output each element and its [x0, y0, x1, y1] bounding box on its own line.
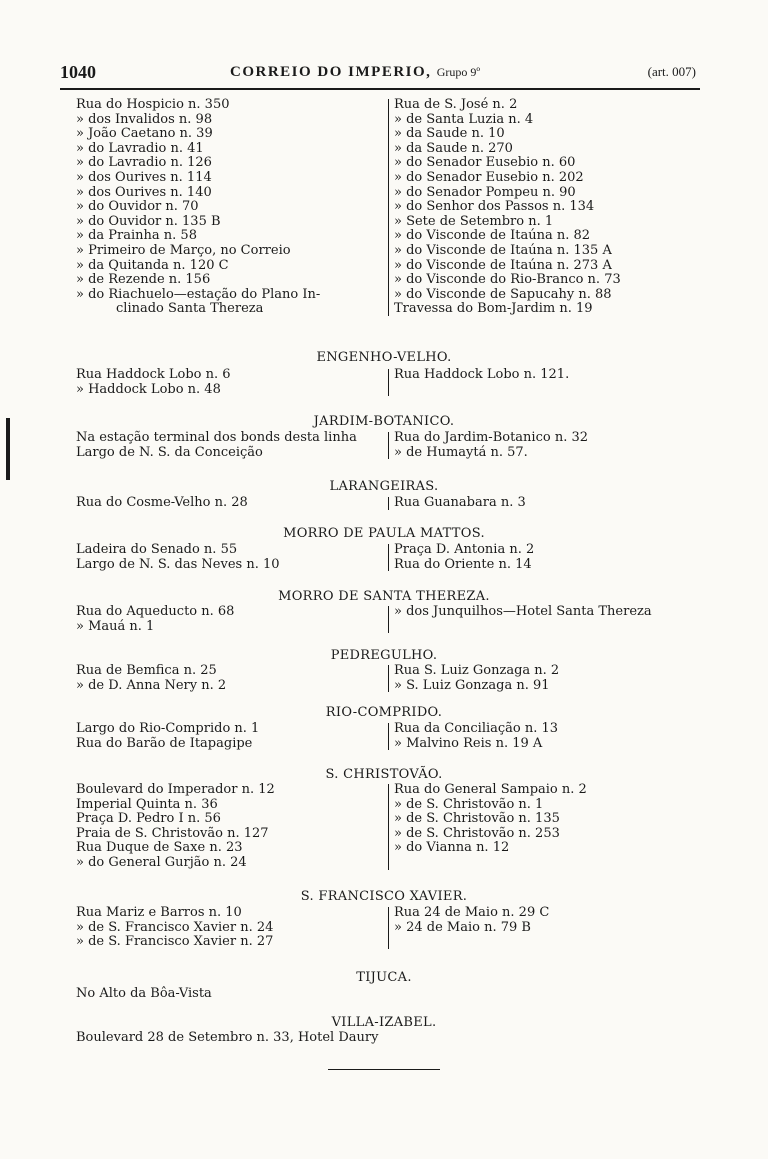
right-column — [394, 664, 559, 693]
column-divider — [388, 544, 389, 571]
left-column — [76, 543, 280, 572]
column-divider — [388, 665, 389, 692]
address-line: Rua do General Sampaio n. 2 — [394, 782, 587, 797]
address-line: Rua de Bemfica n. 25 — [76, 663, 217, 678]
address-line: » de S. Christovão n. 135 — [394, 811, 560, 827]
right-column — [394, 783, 587, 856]
address-line: » de D. Anna Nery n. 2 — [76, 677, 227, 693]
address-line: » de Rezende n. 156 — [76, 272, 211, 288]
page-number: 1040 — [60, 62, 96, 82]
address-line: » da Prainha n. 58 — [76, 228, 197, 244]
left-column — [76, 1031, 378, 1046]
address-line: Rua do Aqueducto n. 68 — [76, 604, 235, 619]
address-line: » dos Junquilhos—Hotel Santa Thereza — [394, 604, 652, 619]
column-divider — [388, 723, 389, 750]
section-heading: TIJUCA. — [356, 970, 412, 985]
right-column — [394, 605, 652, 620]
address-line: » do Visconde de Itaúna n. 273 A — [394, 257, 612, 273]
column-divider — [388, 606, 389, 633]
address-line: » Mauá n. 1 — [76, 618, 155, 634]
address-line: » dos Invalidos n. 98 — [76, 111, 213, 127]
left-column — [76, 605, 234, 634]
address-line: Boulevard do Imperador n. 12 — [76, 782, 275, 797]
right-column — [394, 98, 621, 317]
address-line: » 24 de Maio n. 79 B — [394, 919, 531, 935]
section-heading: RIO-COMPRIDO. — [325, 705, 443, 720]
address-line: Rua Haddock Lobo n. 6 — [76, 367, 231, 382]
right-column — [394, 368, 569, 383]
address-line: Rua Mariz e Barros n. 10 — [76, 905, 242, 920]
address-line: Na estação terminal dos bonds desta linha — [76, 430, 357, 445]
address-line: » do Ouvidor n. 135 B — [76, 213, 221, 229]
address-line: » Sete de Setembro n. 1 — [394, 213, 554, 229]
section-heading: LARANGEIRAS. — [329, 479, 439, 494]
column-divider — [388, 497, 389, 510]
address-line: Boulevard 28 de Setembro n. 33, Hotel Daury — [76, 1030, 379, 1045]
address-line: » do Visconde de Itaúna n. 82 — [394, 228, 591, 244]
address-line: Rua do Cosme-Velho n. 28 — [76, 495, 248, 510]
address-line: Rua do Hospicio n. 350 — [76, 97, 230, 112]
left-column — [76, 664, 226, 693]
address-line: » dos Ourives n. 114 — [76, 169, 212, 185]
address-line: » Primeiro de Março, no Correio — [76, 242, 291, 258]
column-divider — [388, 432, 389, 459]
section-heading: ENGENHO-VELHO. — [316, 350, 452, 365]
address-line: Largo de N. S. das Neves n. 10 — [76, 556, 280, 572]
article-ref: (art. 007) — [647, 64, 696, 79]
right-column — [394, 722, 558, 751]
address-line: » do Lavradio n. 126 — [76, 155, 212, 171]
address-line: » da Saude n. 10 — [394, 126, 505, 142]
section-heading: VILLA-IZABEL. — [331, 1015, 437, 1030]
address-line: » Malvino Reis n. 19 A — [394, 735, 543, 751]
left-column — [76, 368, 231, 397]
address-line: Rua Duque de Saxe n. 23 — [76, 840, 243, 856]
address-line: » João Caetano n. 39 — [76, 126, 213, 142]
right-column — [394, 431, 588, 460]
address-line: » da Quitanda n. 120 C — [76, 257, 229, 273]
address-line: » do Lavradio n. 41 — [76, 140, 204, 156]
column-divider — [388, 369, 389, 396]
address-line: Rua de S. José n. 2 — [394, 97, 518, 112]
left-column — [76, 431, 357, 460]
address-line: Rua S. Luiz Gonzaga n. 2 — [394, 663, 560, 678]
address-line: » de S. Francisco Xavier n. 27 — [76, 934, 274, 950]
address-line: Imperial Quinta n. 36 — [76, 796, 218, 812]
left-column — [76, 906, 273, 950]
address-line: » do General Gurjão n. 24 — [76, 854, 247, 870]
section-heading: MORRO DE PAULA MATTOS. — [283, 526, 485, 541]
right-column — [394, 543, 534, 572]
left-column — [76, 496, 248, 511]
right-column — [394, 906, 549, 935]
address-line: Rua do Oriente n. 14 — [394, 556, 532, 572]
address-line: Rua Haddock Lobo n. 121. — [394, 367, 570, 382]
section-heading: S. FRANCISCO XAVIER. — [300, 889, 468, 904]
address-line: Largo de N. S. da Conceição — [76, 444, 263, 460]
address-line: » da Saude n. 270 — [394, 140, 513, 156]
end-rule — [328, 1069, 440, 1070]
page-header — [60, 62, 696, 86]
section-heading: S. CHRISTOVÃO. — [325, 767, 443, 782]
left-column — [76, 722, 259, 751]
address-line: Ladeira do Senado n. 55 — [76, 542, 238, 557]
address-line: » do Riachuelo—estação do Plano In- — [76, 286, 321, 302]
title-text: CORREIO DO IMPERIO, — [230, 64, 432, 80]
address-line: » do Senhor dos Passos n. 134 — [394, 199, 595, 215]
address-line: Rua 24 de Maio n. 29 C — [394, 905, 550, 920]
section-heading: PEDREGULHO. — [330, 648, 438, 663]
left-column — [76, 987, 212, 1002]
address-line: » de S. Christovão n. 1 — [394, 796, 544, 812]
column-divider — [388, 907, 389, 949]
left-column — [76, 783, 275, 871]
address-line: » de S. Francisco Xavier n. 24 — [76, 919, 274, 935]
address-line: Travessa do Bom-Jardim n. 19 — [394, 301, 593, 317]
column-divider — [388, 99, 389, 316]
address-line: » Haddock Lobo n. 48 — [76, 381, 221, 397]
address-line: » de S. Christovão n. 253 — [394, 825, 560, 841]
address-line: Rua do Jardim-Botanico n. 32 — [394, 430, 589, 445]
address-line: » dos Ourives n. 140 — [76, 184, 212, 200]
address-line: » do Senador Eusebio n. 60 — [394, 155, 576, 171]
publication-title — [230, 64, 480, 81]
address-line: » do Visconde de Sapucahy n. 88 — [394, 286, 612, 302]
address-line: » do Visconde do Rio-Branco n. 73 — [394, 272, 621, 288]
section-heading: JARDIM-BOTANICO. — [313, 414, 455, 429]
address-line: » do Vianna n. 12 — [394, 840, 510, 856]
address-line: » do Senador Pompeu n. 90 — [394, 184, 576, 200]
address-line: » de Santa Luzia n. 4 — [394, 111, 534, 127]
address-line: Praça D. Antonia n. 2 — [394, 542, 535, 557]
group-text: Grupo 9º — [436, 65, 481, 79]
address-line: Rua do Barão de Itapagipe — [76, 735, 253, 751]
column-divider — [388, 784, 389, 870]
right-column — [394, 496, 526, 511]
address-line: » do Visconde de Itaúna n. 135 A — [394, 242, 612, 258]
address-line: clinado Santa Thereza — [116, 301, 264, 317]
left-column — [76, 98, 320, 317]
address-line: » S. Luiz Gonzaga n. 91 — [394, 677, 550, 693]
address-line: » do Senador Eusebio n. 202 — [394, 169, 584, 185]
address-line: » do Ouvidor n. 70 — [76, 199, 199, 215]
section-heading: MORRO DE SANTA THEREZA. — [278, 589, 490, 604]
address-line: Rua da Conciliação n. 13 — [394, 721, 559, 736]
address-line: Rua Guanabara n. 3 — [394, 495, 526, 510]
address-line: Praça D. Pedro I n. 56 — [76, 811, 221, 827]
address-line: » de Humaytá n. 57. — [394, 444, 528, 460]
address-line: Largo do Rio-Comprido n. 1 — [76, 721, 260, 736]
address-line: No Alto da Bôa-Vista — [76, 986, 212, 1001]
address-line: Praia de S. Christovão n. 127 — [76, 825, 269, 841]
header-rule — [60, 88, 700, 90]
